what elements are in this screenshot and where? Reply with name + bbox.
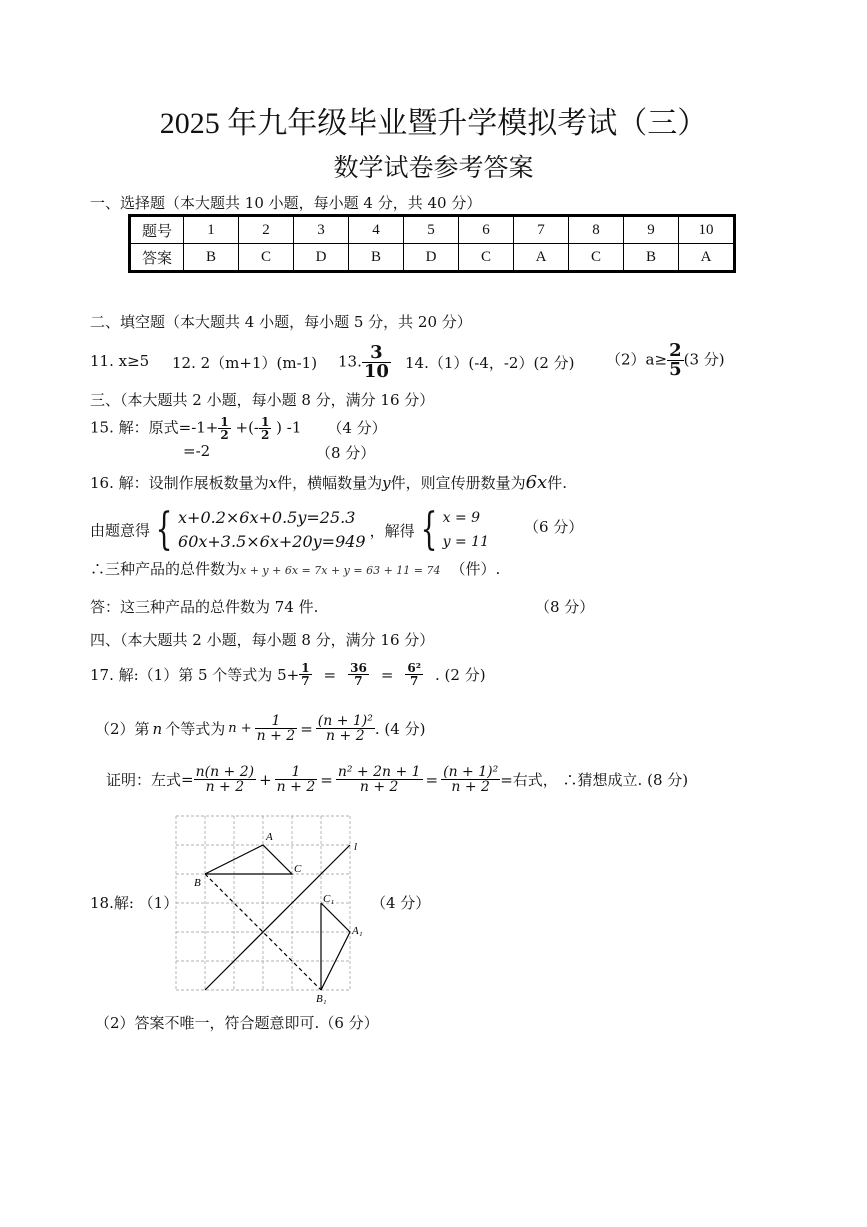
fraction	[259, 416, 271, 441]
brace-icon: {	[420, 504, 438, 555]
table-cell: 5	[404, 216, 459, 244]
answer-15-line1	[90, 416, 387, 441]
triangle-abc	[205, 845, 292, 874]
denominator: 5	[669, 359, 682, 380]
equation: n +	[228, 721, 252, 736]
fraction	[441, 765, 500, 794]
answer-15-text: ) -1	[271, 418, 302, 437]
denominator: n + 2	[359, 779, 399, 795]
score-label: （8 分）	[316, 444, 376, 462]
table-cell: A	[679, 244, 735, 272]
numerator: n² + 2n + 1	[337, 764, 421, 780]
answer-14-part2-prefix: （2）a≥	[606, 350, 668, 369]
answer-16-text: ，解得	[369, 521, 415, 540]
section-4-heading: 四、（本大题共 2 小题，每小题 8 分，满分 16 分）	[90, 631, 435, 649]
numerator: 1	[220, 415, 229, 429]
numerator: 6²	[407, 661, 422, 675]
numerator: 1	[255, 714, 298, 729]
equation: 60x+3.5×6x+20y=949	[178, 532, 366, 551]
answer-16-text: 件，则宣传册数量为	[390, 474, 526, 492]
fraction	[667, 342, 684, 379]
table-cell: 8	[569, 216, 624, 244]
answer-table	[128, 214, 736, 273]
answer-17-part1	[90, 662, 486, 687]
denominator: 2	[220, 428, 229, 442]
denominator: n + 2	[451, 779, 490, 795]
variable: n	[152, 719, 163, 738]
table-cell: 6	[459, 216, 514, 244]
answer-13	[338, 344, 391, 381]
table-cell: 7	[514, 216, 569, 244]
answer-17-part2	[95, 714, 425, 743]
fraction	[299, 662, 311, 687]
solution-system	[443, 506, 489, 554]
answer-16-total	[90, 558, 500, 579]
answer-17-text: 17. 解:（1）第 5 个等式为 5+	[90, 666, 300, 684]
label-b: B	[194, 877, 201, 889]
answer-18-label: 18.解: （1）	[90, 894, 179, 912]
score-label: （8 分）	[535, 598, 595, 616]
equals-sign: =	[425, 770, 439, 789]
label-c1: C₁	[323, 893, 335, 905]
label-l: l	[354, 841, 358, 853]
table-cell: B	[184, 244, 239, 272]
label-c: C	[294, 863, 302, 875]
equals-sign: =	[320, 770, 333, 789]
answer-16-conclusion: 答：这三种产品的总件数为 74 件.	[90, 598, 319, 616]
fraction	[348, 662, 369, 687]
answer-16-text: 16. 解：设制作展板数量为	[90, 474, 269, 492]
answer-16-text: （件）.	[450, 560, 501, 578]
numerator: 3	[362, 344, 391, 363]
triangle-a1b1c1	[321, 903, 350, 990]
numerator: 1	[275, 765, 318, 780]
score-label: （6 分）	[524, 518, 584, 536]
denominator: n + 2	[276, 779, 316, 795]
table-cell: 9	[624, 216, 679, 244]
answer-16-system	[90, 506, 489, 554]
answer-15-result: =-2	[183, 442, 211, 460]
equation: x = 9	[442, 510, 481, 526]
answer-12: 12. 2（m+1）(m-1)	[172, 354, 318, 372]
equation: x+0.2×6x+0.5y=25.3	[178, 508, 356, 527]
fraction	[255, 714, 298, 743]
table-cell: D	[294, 244, 349, 272]
denominator: 7	[301, 674, 310, 688]
answer-14-part2	[606, 342, 725, 379]
line-l	[205, 845, 350, 990]
equals-sign: =	[323, 665, 337, 684]
answer-17-text: 个等式为	[165, 720, 226, 738]
table-cell: B	[624, 244, 679, 272]
brace-icon: {	[155, 504, 173, 555]
score-label: . (2 分)	[435, 666, 486, 684]
fraction	[275, 765, 318, 794]
equals-sign: =	[380, 665, 394, 684]
geometry-figure	[170, 812, 366, 1004]
page-title: 2025 年九年级毕业暨升学模拟考试（三）	[159, 107, 708, 140]
denominator: n + 2	[256, 728, 296, 744]
numerator: n(n + 2)	[195, 764, 255, 780]
label-b1: B₁	[316, 993, 327, 1004]
answer-15-text: 15. 解：原式=-1+	[90, 418, 219, 437]
section-2-heading: 二、填空题（本大题共 4 小题，每小题 5 分，共 20 分）	[90, 313, 472, 331]
table-cell: C	[459, 244, 514, 272]
score-label: . (4 分)	[374, 720, 426, 738]
denominator: 7	[410, 674, 419, 688]
table-cell: C	[239, 244, 294, 272]
answer-16-text: ∴三种产品的总件数为	[90, 560, 241, 578]
score-label: （4 分）	[371, 894, 431, 912]
table-cell: 2	[239, 216, 294, 244]
numerator: 36	[350, 661, 367, 675]
numerator: (n + 1)²	[317, 713, 373, 729]
answer-17-text: （2）第	[95, 720, 150, 738]
answer-16-text: 件，横幅数量为	[277, 474, 383, 492]
fraction	[316, 714, 375, 743]
answer-16-text: 件.	[547, 474, 567, 492]
label-a: A	[266, 831, 273, 843]
denominator: 2	[261, 428, 270, 442]
figure-lines	[205, 845, 350, 990]
denominator: n + 2	[205, 779, 245, 795]
table-cell: 1	[184, 216, 239, 244]
equation: x + y + 6x = 7x + y = 63 + 11 = 74	[240, 564, 441, 577]
answer-15-text: +(-	[230, 418, 259, 437]
page-subtitle: 数学试卷参考答案	[333, 153, 534, 182]
fraction	[362, 344, 391, 381]
section-3-heading: 三、（本大题共 2 小题，每小题 8 分，满分 16 分）	[90, 391, 435, 409]
table-cell: D	[404, 244, 459, 272]
table-cell: C	[569, 244, 624, 272]
answer-17-proof: 证明：左式= $\frac{n(n + 2)}{n + 2}$ + $\frac{1}{n + 2}$ = $\frac{\text{n² + 2n + 1}}{n + 2}$ = $\frac{\text{(n + 1)²}}{n + 2}$ =右式， ∴猜想成立. (8 分)	[106, 764, 689, 795]
answer-16-line1	[90, 472, 567, 493]
answer-17-text: =右式， ∴猜想成立. (8 分)	[500, 771, 689, 789]
answer-14-part2-score: (3 分)	[683, 350, 725, 369]
variable: 6x	[525, 472, 548, 493]
table-row-answers	[130, 244, 735, 272]
table-cell: B	[349, 244, 404, 272]
fraction	[336, 765, 423, 794]
denominator: 10	[363, 361, 389, 382]
variable: x	[268, 474, 278, 492]
answer-11: 11. x≥5	[90, 352, 150, 370]
table-cell: 3	[294, 216, 349, 244]
equals-sign: =	[300, 719, 313, 738]
answer-17-text: 证明：左式	[106, 771, 182, 789]
answer-18-part2: （2）答案不唯一，符合题意即可.（6 分）	[95, 1014, 379, 1032]
fraction	[218, 416, 230, 441]
table-cell: A	[514, 244, 569, 272]
numerator: 1	[301, 661, 310, 675]
numerator: 1	[261, 415, 270, 429]
label-a1: A₁	[352, 925, 363, 937]
table-header-cell: 答案	[130, 244, 184, 272]
table-header-cell: 题号	[130, 216, 184, 244]
answer-14-part1: 14.（1）(-4，-2）(2 分)	[405, 354, 575, 372]
answer-13-prefix: 13.	[338, 352, 362, 371]
equals-sign: =	[181, 770, 194, 789]
fraction	[194, 765, 257, 794]
denominator: 7	[354, 674, 363, 688]
table-row-numbers	[130, 216, 735, 244]
equation-system	[178, 506, 366, 554]
numerator: 2	[669, 340, 682, 361]
section-1-heading: 一、选择题（本大题共 10 小题，每小题 4 分，共 40 分）	[90, 194, 482, 212]
variable: y	[382, 474, 391, 492]
numerator: (n + 1)²	[443, 764, 499, 780]
table-cell: 4	[349, 216, 404, 244]
score-label: （4 分）	[327, 418, 387, 437]
answer-16-text: 由题意得	[90, 521, 151, 540]
denominator: n + 2	[326, 728, 365, 744]
fraction	[405, 662, 423, 687]
table-cell: 10	[679, 216, 735, 244]
equation: y = 11	[442, 534, 489, 550]
